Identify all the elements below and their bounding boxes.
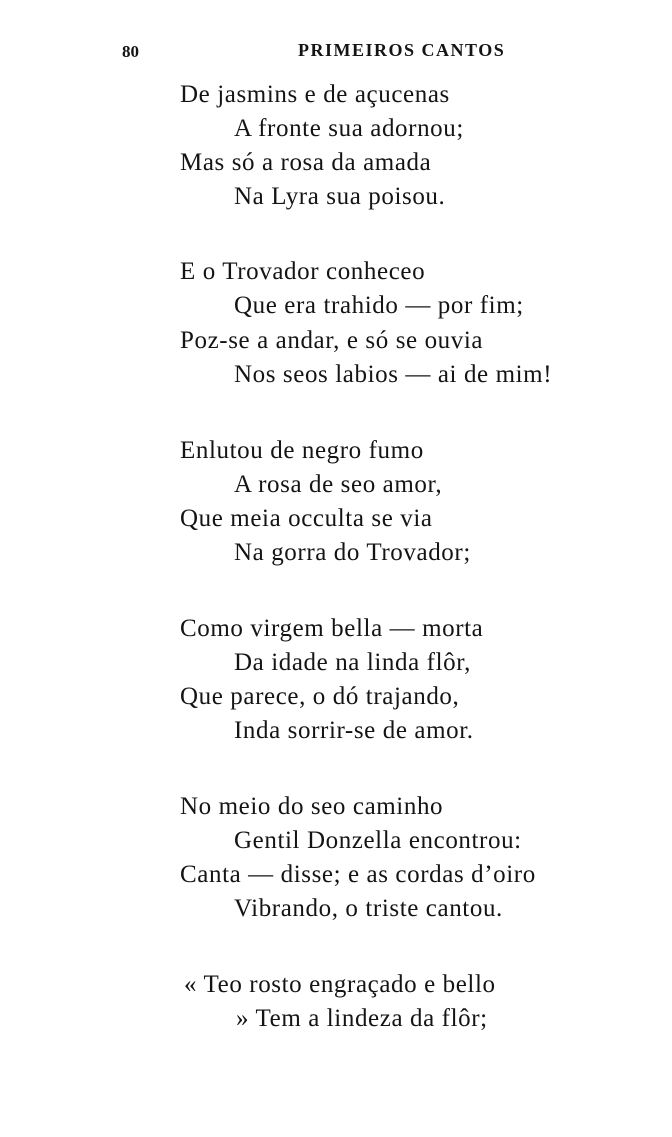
verse-line: De jasmins e de açucenas [180, 81, 450, 108]
verse-line: Nos seos labios — ai de mim! [234, 361, 553, 388]
verse-line: A fronte sua adornou; [234, 115, 464, 142]
verse-line: Que era trahido — por fim; [234, 292, 524, 319]
verse-line: Da idade na linda flôr, [234, 649, 472, 676]
verse-line: Vibrando, o triste cantou. [234, 895, 503, 922]
verse-line: Que parece, o dó trajando, [180, 683, 460, 710]
verse-line: No meio do seo caminho [180, 793, 444, 820]
running-head: PRIMEIROS CANTOS [298, 40, 506, 60]
verse-line: Canta — disse; e as cordas d’oiro [180, 861, 536, 888]
verse-line: A rosa de seo amor, [234, 471, 443, 498]
verse-line: Enlutou de negro fumo [180, 437, 424, 464]
verse-line: Como virgem bella — morta [180, 615, 484, 642]
verse-line: Que meia occulta se via [180, 505, 433, 532]
verse-line: Na gorra do Trovador; [234, 539, 471, 566]
verse-line: Mas só a rosa da amada [180, 149, 432, 176]
verse-line: Inda sorrir-se de amor. [234, 717, 474, 744]
verse-line: E o Trovador conheceo [180, 258, 426, 285]
verse-line: « Teo rosto engraçado e bello [184, 971, 496, 998]
verse-line: Gentil Donzella encontrou: [234, 827, 522, 854]
page-number: 80 [122, 42, 139, 61]
verse-line: Na Lyra sua poisou. [234, 183, 446, 210]
verse-line: Poz-se a andar, e só se ouvia [180, 327, 484, 354]
verse-line: » Tem a lindeza da flôr; [236, 1005, 488, 1032]
